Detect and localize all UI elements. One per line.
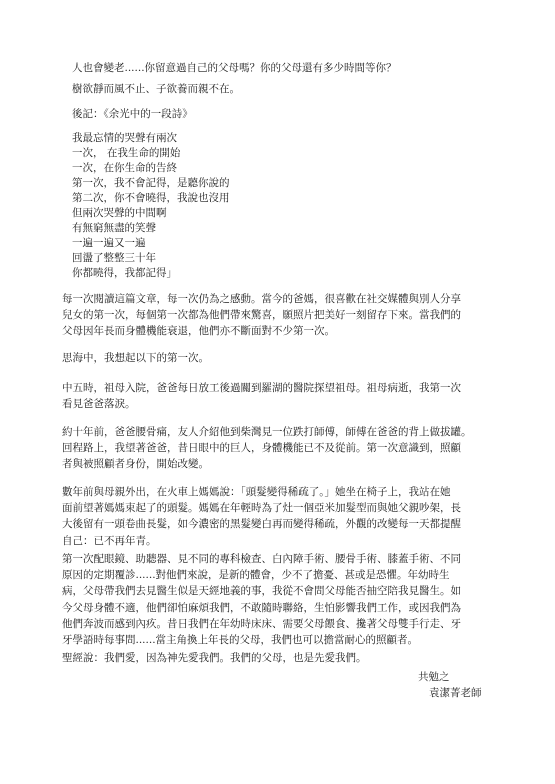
poem-line: 第一次，我不會記得，是聽你說的	[72, 177, 230, 189]
paragraph-line: 病，父母帶我們去見醫生似是天經地義的事，我從不會問父母能否抽空陪我見醫生。如	[62, 585, 461, 598]
paragraph-line: 父母因年長而身體機能衰退，他們亦不斷面對不少第一次。	[62, 325, 335, 338]
poem-line: 你都曉得，我都記得」	[72, 267, 177, 279]
poem-line: 有無窮無盡的笑聲	[72, 222, 156, 234]
author-signature: 袁潔菁老師	[429, 687, 482, 699]
poem-line: 一遍一遍又一遍	[72, 237, 146, 249]
paragraph-line: 聖經說：我們愛，因為神先愛我們。我們的父母，也是先愛我們。	[62, 652, 367, 664]
paragraph-bible-quote	[62, 650, 498, 666]
paragraph-line: 原因的定期覆診......對他們來說，是新的體會，少不了擔憂、甚或是恐懼。年幼時生	[62, 569, 450, 582]
paragraph-line: 面前望著媽媽束起了的頭髮。媽媽在年輕時為了灶一個亞米加髮型而與她父親吵架，長	[62, 502, 461, 515]
paragraph-line: 他們奔波而感到內疚。昔日我們在年幼時床床、需要父母餵食、攙著父母雙手行走、牙	[62, 617, 461, 630]
paragraph-line: 者與被照顧者身份，開始改變。	[62, 458, 209, 471]
paragraph-line: 每一次閱讀這篇文章，每一次仍為之感動。當今的爸媽，很喜歡在社交媒體與別人分享	[62, 293, 461, 305]
poem-line: 我最忘情的哭聲有兩次	[72, 132, 177, 144]
paragraph-line: 看見爸爸落淚。	[62, 398, 136, 411]
paragraph-line: 第一次配眼鏡、助聽器、見不同的專科檢查、白內障手術、腰骨手術、膝蓋手術、不同	[62, 553, 461, 565]
poem-line: 一次， 在我生命的開始	[72, 147, 181, 159]
paragraph-line: 中五時，祖母入院，爸爸每日放工後過關到羅湖的醫院探望祖母。祖母病逝，我第一次	[62, 382, 461, 394]
closing-remark: 共勉之	[418, 671, 450, 683]
paragraph-first-times	[62, 551, 498, 648]
paragraph-line: 回程路上，我望著爸爸，昔日眼中的巨人，身體機能已不及從前。第一次意識到，照顧	[62, 442, 461, 455]
proverb-line: 樹欲靜而風不止、子欲養而親不在。	[72, 83, 240, 95]
paragraph-mother	[62, 484, 498, 549]
paragraph-line: 今父母身體不適，他們卻怕麻煩我們，不敢隨時聯絡，生怕影響我們工作，或因我們為	[62, 601, 461, 614]
paragraph-line: 大後留有一頭卷曲長髮，如今濃密的黑髮變白再而變得稀疏，外觀的改變每一天都提醒	[62, 518, 461, 531]
postscript-heading: 後記：《余光中的一段詩》	[72, 108, 193, 120]
opening-line: 人也會變老......你留意過自己的父母嗎？你的父母還有多少時間等你？	[72, 62, 397, 74]
paragraph-line: 牙學語時每事問......當主角換上年長的父母，我們也可以擔當耐心的照顧者。	[62, 633, 419, 646]
paragraph-reflection	[62, 291, 498, 340]
paragraph-line: 兒女的第一次，每個第一次都為他們帶來驚喜，願照片把美好一刻留存下來。當我們的	[62, 309, 461, 322]
poem-line: 第二次，你不會曉得，我說也沒用	[72, 192, 230, 204]
poem-line: 一次，在你生命的告終	[72, 162, 177, 174]
paragraph-line: 思海中，我想起以下的第一次。	[62, 352, 209, 364]
paragraph-grandmother	[62, 380, 498, 412]
paragraph-line: 數年前與母親外出，在火車上媽媽說：「頭髮變得稀疏了。」她坐在椅子上，我站在她	[62, 486, 451, 498]
poem-line: 回盪了整整三十年	[72, 252, 156, 264]
poem-line: 但兩次哭聲的中間啊	[72, 207, 167, 219]
paragraph-line: 自己：已不再年青。	[62, 534, 157, 547]
paragraph-father	[62, 424, 498, 473]
paragraph-thoughts	[62, 350, 498, 366]
paragraph-line: 約十年前，爸爸腰骨痛，友人介紹他到柴灣見一位跌打師傅，師傅在爸爸的背上做拔罐。	[62, 426, 472, 438]
